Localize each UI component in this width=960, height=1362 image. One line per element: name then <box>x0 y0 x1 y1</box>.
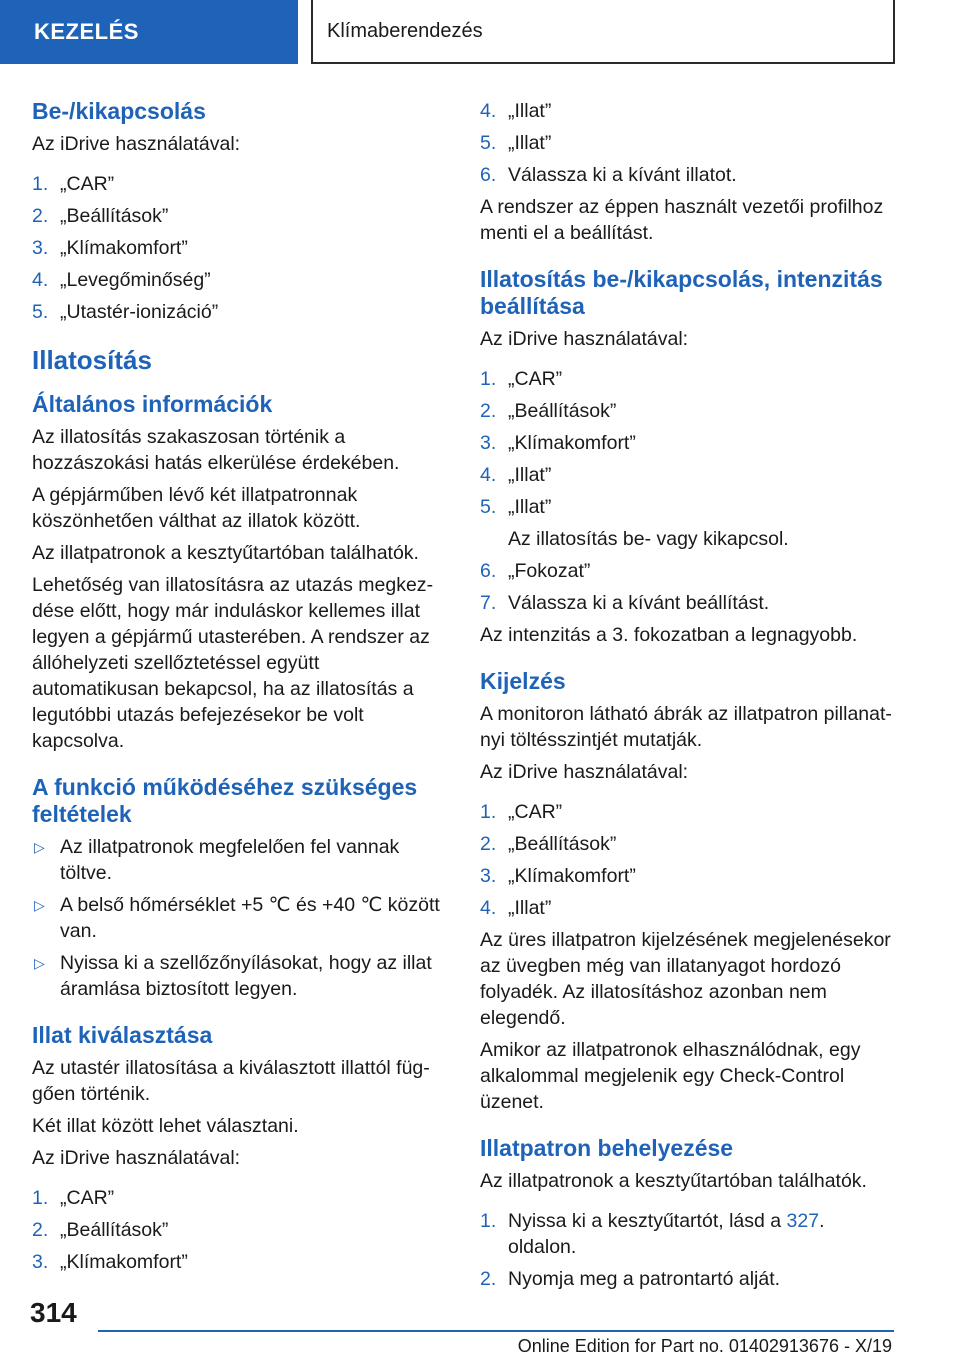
list-item: 3. „Klímakomfort” <box>480 865 636 887</box>
list-item: 3. „Klímakomfort” <box>32 237 188 259</box>
list-item: 3. „Klímakomfort” <box>480 432 636 454</box>
list-item: 6. „Fokozat” <box>480 560 591 582</box>
footer-divider <box>98 1330 894 1332</box>
onoff-intro: Az iDrive használatával: <box>32 133 241 155</box>
list-item: ▷ Az illatpatronok megfelelően fel vannak töltve. <box>34 836 400 884</box>
list-item: 6. Válassza ki a kívánt illatot. <box>480 164 737 186</box>
chapter-title: Klímaberendezés <box>327 19 483 42</box>
conditions-heading: A funkció működéséhez szükséges feltételek <box>32 774 418 827</box>
select-cont-p1: A rendszer az éppen használt vezetői profilhoz menti el a beállítást. <box>480 196 884 244</box>
list-item: ▷ Nyissa ki a szellőzőnyílásokat, hogy az illat áramlása biztosított legyen. <box>34 952 432 1000</box>
display-intro: Az iDrive használatával: <box>480 761 689 783</box>
list-item: 4. „Illat” <box>480 100 552 122</box>
select-p1: Az utastér illatosítása a kiválasztott illattól függően történik. <box>32 1057 430 1105</box>
general-p2: A gépjárműben lévő két illatpatronnak köszönhetően válthat az illatok között. <box>32 484 361 532</box>
section-tab <box>0 0 298 64</box>
triangle-bullet-icon: ▷ <box>34 897 45 913</box>
triangle-bullet-icon: ▷ <box>34 839 45 855</box>
list-item: 2. „Beállítások” <box>32 205 169 227</box>
page-number: 314 <box>30 1297 77 1328</box>
list-item: 7. Válassza ki a kívánt beállítást. <box>480 592 770 614</box>
insert-heading: Illatpatron behelyezése <box>480 1135 734 1161</box>
triangle-bullet-icon: ▷ <box>34 955 45 971</box>
page-ref-link[interactable]: 327 <box>786 1210 820 1232</box>
general-heading: Általános információk <box>32 391 273 417</box>
list-item: ▷ A belső hőmérséklet +5 ℃ és +40 ℃ között van. <box>34 894 440 942</box>
display-p1: A monitoron látható ábrák az illatpatron pillanatnyi töltésszintjét mutatják. <box>480 703 892 751</box>
illatositas-title: Illatosítás <box>32 345 152 375</box>
list-item: 2. „Beállítások” <box>32 1219 169 1241</box>
right-column <box>480 98 894 1298</box>
general-p3: Az illatpatronok a kesztyűtartóban találhatók. <box>32 542 419 564</box>
intensity-sub: Az illatosítás be- vagy kikapcsol. <box>508 528 789 550</box>
list-item: 1. „CAR” <box>32 173 115 195</box>
display-p2: Az üres illatpatron kijelzésének megjelenésekor az üvegben még van illatanyagot hordozó folyadék. Az illatosításhoz azonban nem elegendő. <box>480 929 891 1029</box>
select-heading: Illat kiválasztása <box>32 1022 213 1048</box>
section-title: KEZELÉS <box>34 19 139 44</box>
list-item: 2. Nyomja meg a patrontartó alját. <box>480 1268 781 1290</box>
edition-note: Online Edition for Part no. 01402913676 - X/19 <box>517 1336 892 1356</box>
intensity-heading: Illatosítás be-/kikapcsolás, intenzitás beállítása <box>480 266 883 319</box>
select-intro: Az iDrive használatával: <box>32 1147 241 1169</box>
list-item: 4. „Illat” <box>480 897 552 919</box>
list-item: 3. „Klímakomfort” <box>32 1251 188 1273</box>
list-item: 1. „CAR” <box>32 1187 115 1209</box>
list-item: 4. „Illat” <box>480 464 552 486</box>
chapter-header <box>311 0 895 64</box>
display-p3: Amikor az illatpatronok elhasználódnak, egy alkalommal megjelenik egy Check-Control üzenet. <box>480 1039 861 1113</box>
list-item: 2. „Beállítások” <box>480 400 617 422</box>
onoff-heading: Be-/kikapcsolás <box>32 98 206 124</box>
select-p2: Két illat között lehet választani. <box>32 1115 299 1137</box>
display-heading: Kijelzés <box>480 668 566 694</box>
list-item: 2. „Beállítások” <box>480 833 617 855</box>
general-p1: Az illatosítás szakaszosan történik a hozzászokási hatás elkerülése érdekében. <box>32 426 400 474</box>
list-item: 5. „Illat” <box>480 132 552 154</box>
insert-p1: Az illatpatronok a kesztyűtartóban találhatók. <box>480 1170 867 1192</box>
list-item: 5. „Utastér-ionizáció” <box>32 301 219 323</box>
list-item: 5. „Illat” <box>480 496 552 518</box>
intensity-intro: Az iDrive használatával: <box>480 328 689 350</box>
list-item: 1. „CAR” <box>480 801 563 823</box>
left-column <box>32 98 446 1281</box>
general-p4: Lehetőség van illatosításra az utazás megkezdése előtt, hogy már induláskor kellemes illat legyen a gépjármű utasterében. A rendszer az állóhelyzeti szellőztetéssel együtt automatikusan bekapcsol, ha az illatosítás a legutóbbi utazás befejezésekor be volt kapcsolva. <box>32 574 434 752</box>
list-item: 1. Nyissa ki a kesztyűtartót, lásd a 327. oldalon. <box>480 1210 825 1258</box>
list-item: 1. „CAR” <box>480 368 563 390</box>
intensity-p1: Az intenzitás a 3. fokozatban a legnagyobb. <box>480 624 858 646</box>
list-item: 4. „Levegőminőség” <box>32 269 211 291</box>
